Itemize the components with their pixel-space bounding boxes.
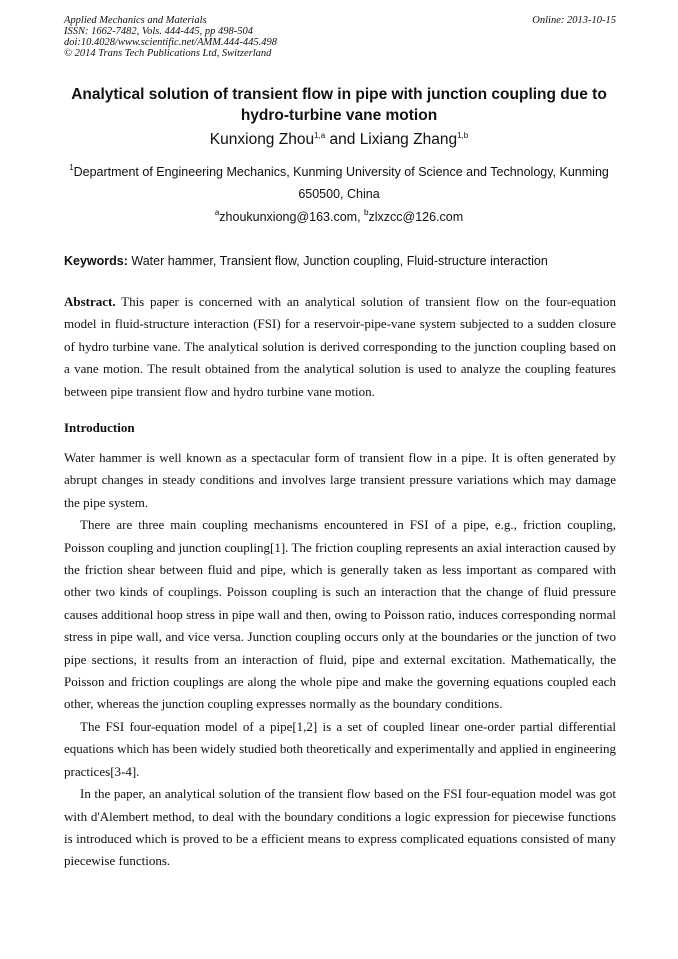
author-name: Kunxiong Zhou [209,131,315,148]
journal-name: Applied Mechanics and Materials [64,15,207,26]
paragraph: Water hammer is well known as a spectacular form of transient flow in a pipe. It is often generated by abrupt changes in steady conditions and involves large transient pressure variations which may damage the pipe system. [64,450,616,510]
author-superscript: 1,b [457,131,469,140]
introduction-body [64,447,616,873]
online-date: Online: 2013-10-15 [532,15,616,26]
journal-issn: ISSN: 1662-7482, Vols. 444-445, pp 498-504 [64,26,253,37]
abstract-label: Abstract. [64,294,116,309]
keywords-label: Keywords: [64,254,128,268]
keywords-text: Water hammer, Transient flow, Junction coupling, Fluid-structure interaction [131,254,548,268]
paragraph: In the paper, an analytical solution of the transient flow based on the FSI four-equation model was got with d'Alembert method, to deal with the boundary conditions a logic expression for piecewise functions is introduced which is proved to be a efficient means to express complicated equations consisted of many piecewise functions. [64,786,616,869]
journal-copyright: © 2014 Trans Tech Publications Ltd, Switzerland [64,48,272,59]
email-superscript: b [364,208,369,217]
email-superscript: a [214,208,220,217]
email-separator: , [357,210,365,224]
author-name: Lixiang Zhang [359,131,458,148]
abstract [64,291,616,403]
journal-doi: doi:10.4028/www.scientific.net/AMM.444-445.498 [64,37,277,48]
paragraph: The FSI four-equation model of a pipe[1,2] is a set of coupled linear one-order partial differential equations which has been widely studied both theoretically and experimentally and applied in engineering practices[3-4]. [64,718,616,779]
author-superscript: 1,a [314,131,326,140]
author-line [54,130,624,150]
email-line [60,209,618,225]
affiliation-text: Department of Engineering Mechanics, Kunming University of Science and Technology, Kunming 650500, China [73,165,609,201]
affiliation [60,161,618,205]
keywords [64,253,616,269]
section-heading: Introduction [64,420,135,435]
affiliation-superscript: 1 [69,163,74,172]
journal-header [64,15,616,59]
author-joiner: and [325,131,360,148]
abstract-text: This paper is concerned with an analytical solution of transient flow on the four-equation model in fluid-structure interaction (FSI) for a reservoir-pipe-vane system subjected to a sudden closure of hydro turbine vane. The analytical solution is derived corresponding to the junction coupling based on a vane motion. The result obtained from the analytical solution is used to analyze the coupling features between pipe transient flow and hydro turbine vane motion. [64,294,616,399]
email-address: zhoukunxiong@163.com [219,210,358,224]
paragraph: There are three main coupling mechanisms encountered in FSI of a pipe, e.g., friction coupling, Poisson coupling and junction coupling[1]. The friction coupling represents an axial interaction caused by the friction shear between fluid and pipe, which is generally taken as less important as compared with other two kinds of couplings. Poisson coupling is such an interaction that the change of fluid pressure causes additional hoop stress in pipe wall and then, owing to Poisson ratio, induces corresponding normal stress in pipe wall, and vice versa. Junction coupling occurs only at the boundaries or the junction of two pipe sections, it results from an interaction of fluid, pipe and external excitation. Mathematically, the Poisson and friction couplings are along the whole pipe and make the governing equations coupled each other, whereas the junction coupling expresses normally as the boundary conditions. [64,517,616,712]
paper-title: Analytical solution of transient flow in pipe with junction coupling due to hydro-turbine vane motion [71,86,607,124]
email-address: zlxzcc@126.com [368,210,464,224]
